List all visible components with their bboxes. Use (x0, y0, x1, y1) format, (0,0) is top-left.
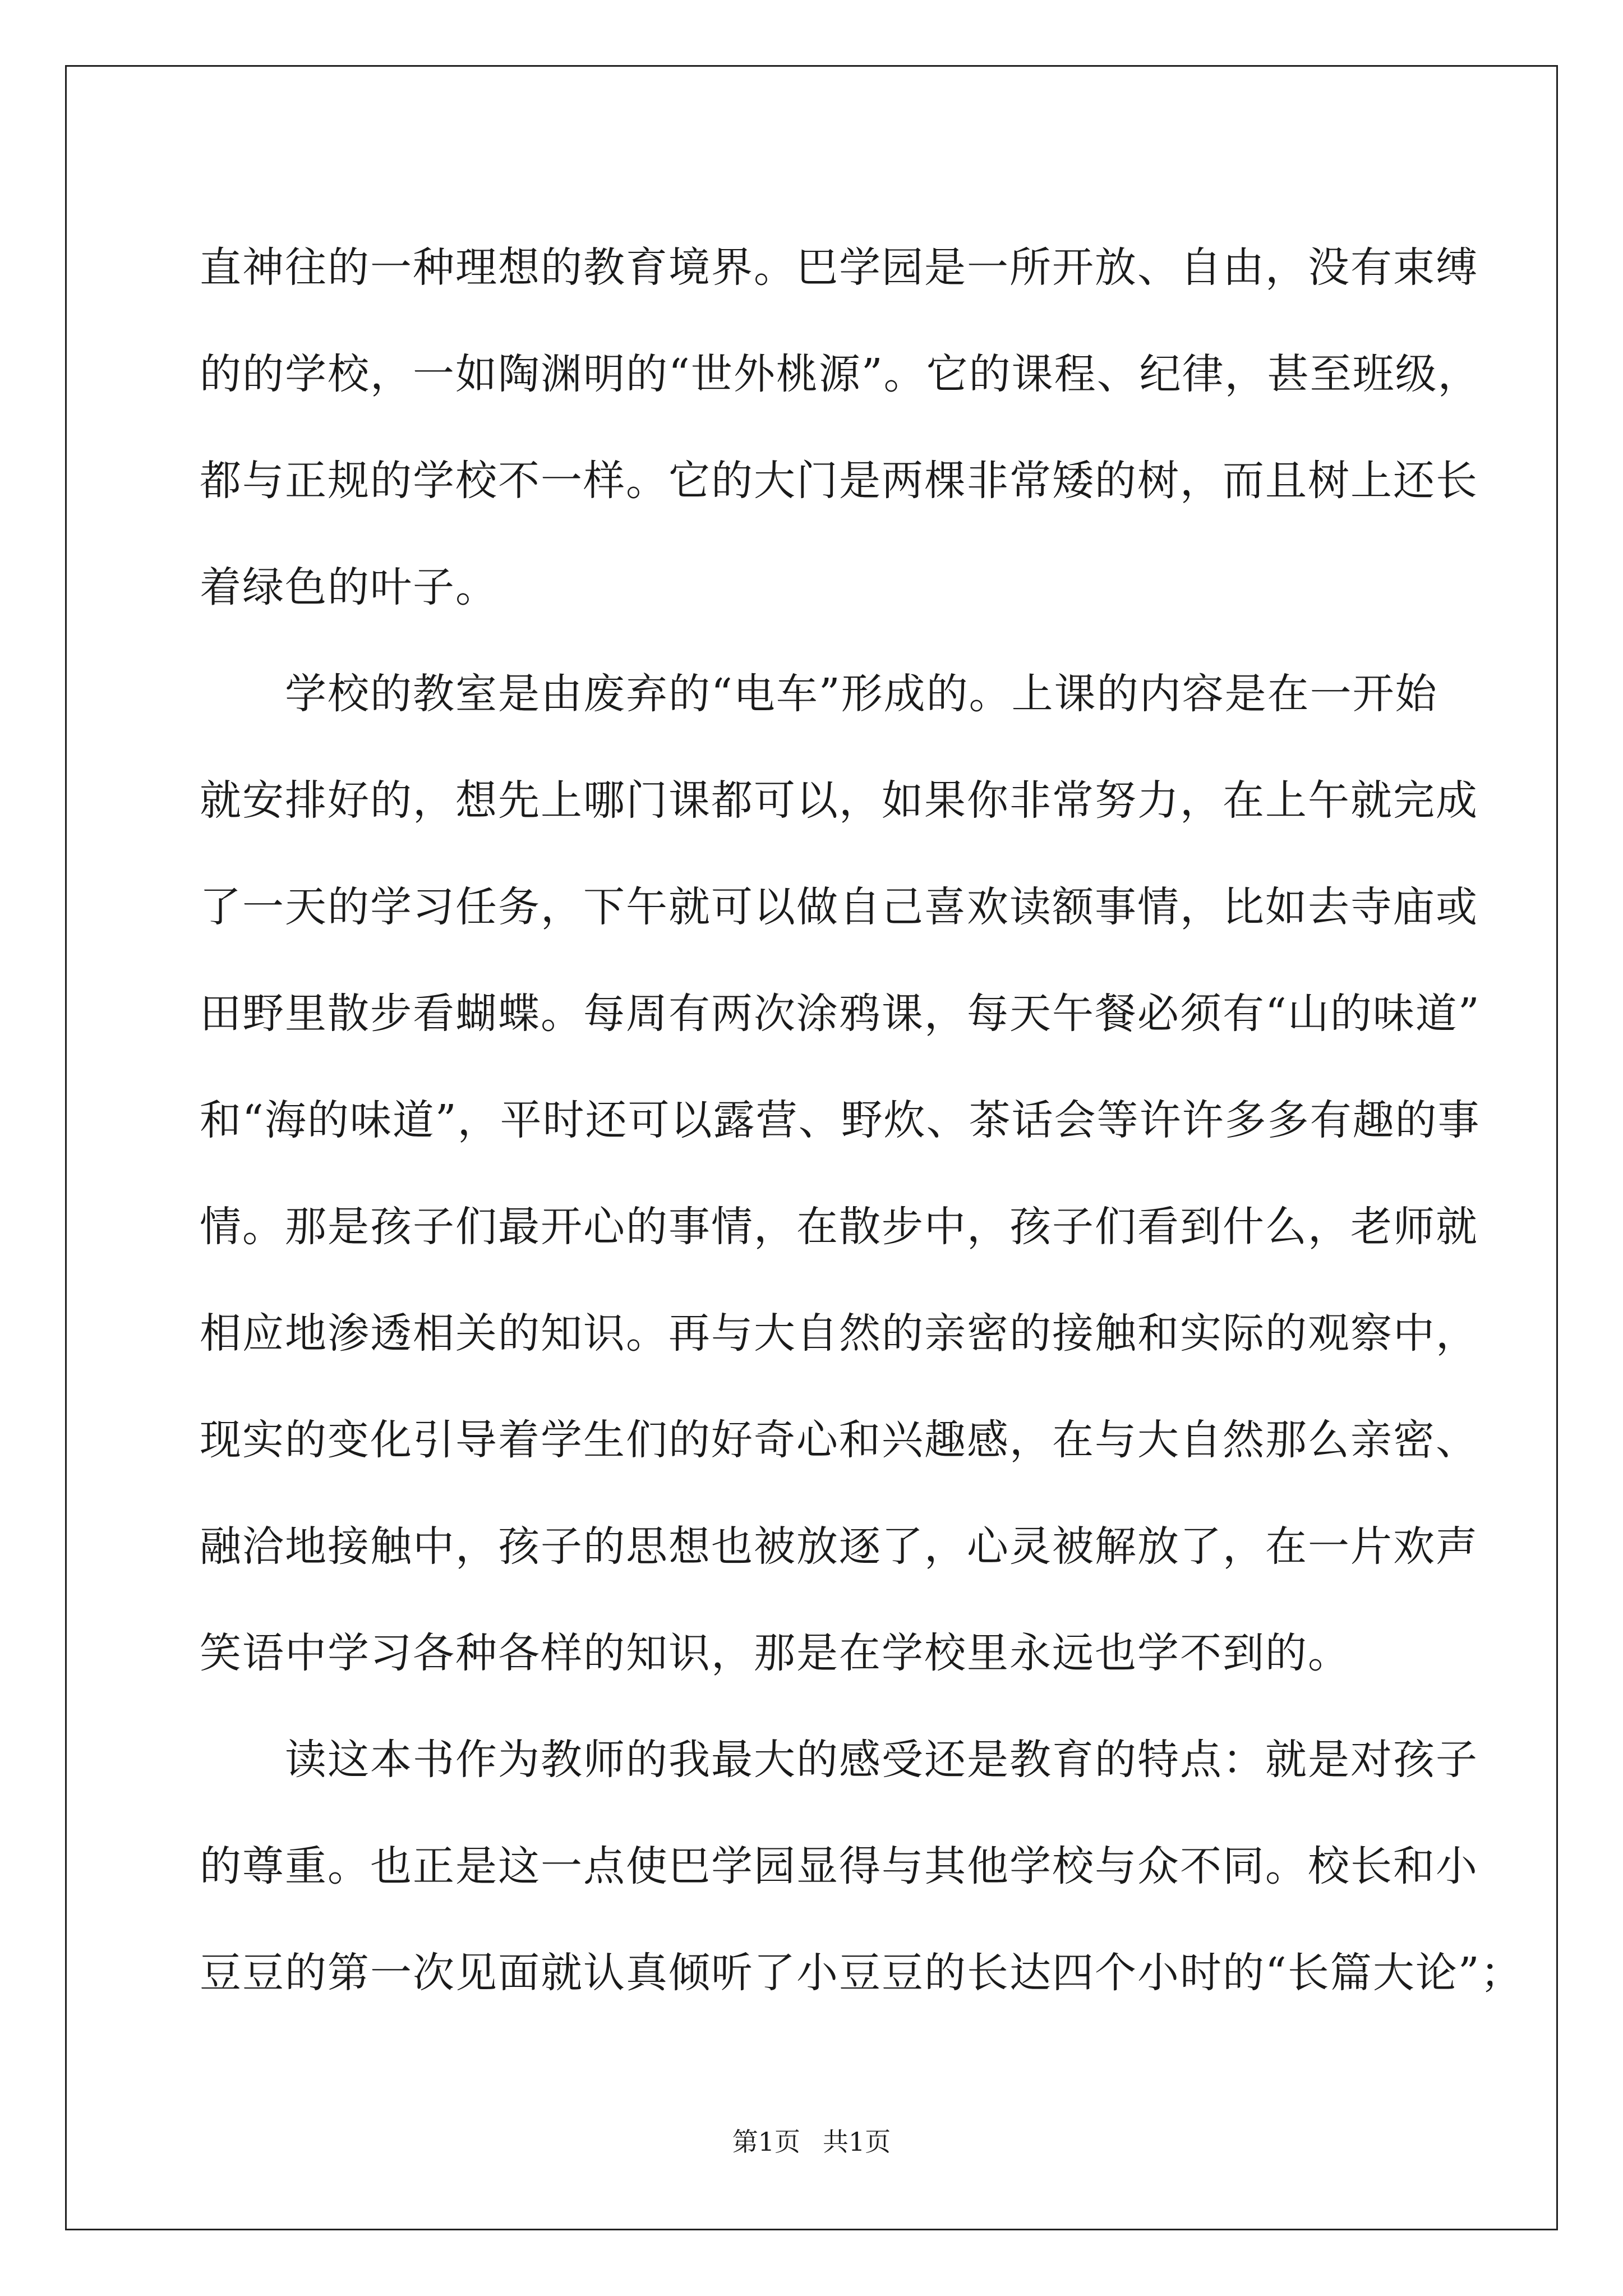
text-line: 现实的变化引导着学生们的好奇心和兴趣感，在与大自然那么亲密、 (200, 1416, 1478, 1464)
paragraph-1 (200, 214, 1481, 641)
page-footer (0, 2125, 1623, 2159)
text-line: 读这本书作为教师的我最大的感受还是教育的特点：就是对孩子 (200, 1736, 1478, 1784)
text-line: 和“海的味道”，平时还可以露营、野炊、茶话会等许许多多有趣的事 (200, 1096, 1481, 1144)
text-line: 笑语中学习各种各样的知识，那是在学校里永远也学不到的。 (200, 1629, 1350, 1677)
text-line: 融洽地接触中，孩子的思想也被放逐了，心灵被解放了，在一片欢声 (200, 1522, 1478, 1571)
text-line: 的的学校，一如陶渊明的“世外桃源”。它的课程、纪律，甚至班级， (200, 350, 1481, 398)
text-line: 直神往的一种理想的教育境界。巴学园是一所开放、自由，没有束缚 (200, 243, 1478, 292)
text-line: 豆豆的第一次见面就认真倾听了小豆豆的长达四个小时的“长篇大论”； (200, 1949, 1523, 1997)
text-line: 相应地渗透相关的知识。再与大自然的亲密的接触和实际的观察中， (200, 1309, 1478, 1358)
text-line: 着绿色的叶子。 (200, 563, 498, 611)
text-line: 都与正规的学校不一样。它的大门是两棵非常矮的树，而且树上还长 (200, 457, 1478, 505)
text-line: 情。那是孩子们最开心的事情，在散步中，孩子们看到什么，老师就 (200, 1203, 1478, 1251)
page-number: 第1页 (732, 2127, 800, 2157)
text-line: 就安排好的，想先上哪门课都可以，如果你非常努力，在上午就完成 (200, 776, 1478, 825)
text-line: 学校的教室是由废弃的“电车”形成的。上课的内容是在一开始 (200, 670, 1438, 718)
page-total: 共1页 (823, 2127, 891, 2157)
text-line: 田野里散步看蝴蝶。每周有两次涂鸦课，每天午餐必须有“山的味道” (200, 990, 1481, 1038)
paragraph-3 (200, 1706, 1523, 2026)
text-line: 的尊重。也正是这一点使巴学园显得与其他学校与众不同。校长和小 (200, 1842, 1478, 1890)
paragraph-2 (200, 641, 1481, 1706)
text-line: 了一天的学习任务，下午就可以做自己喜欢读额事情，比如去寺庙或 (200, 883, 1478, 931)
document-body (200, 214, 1523, 2026)
